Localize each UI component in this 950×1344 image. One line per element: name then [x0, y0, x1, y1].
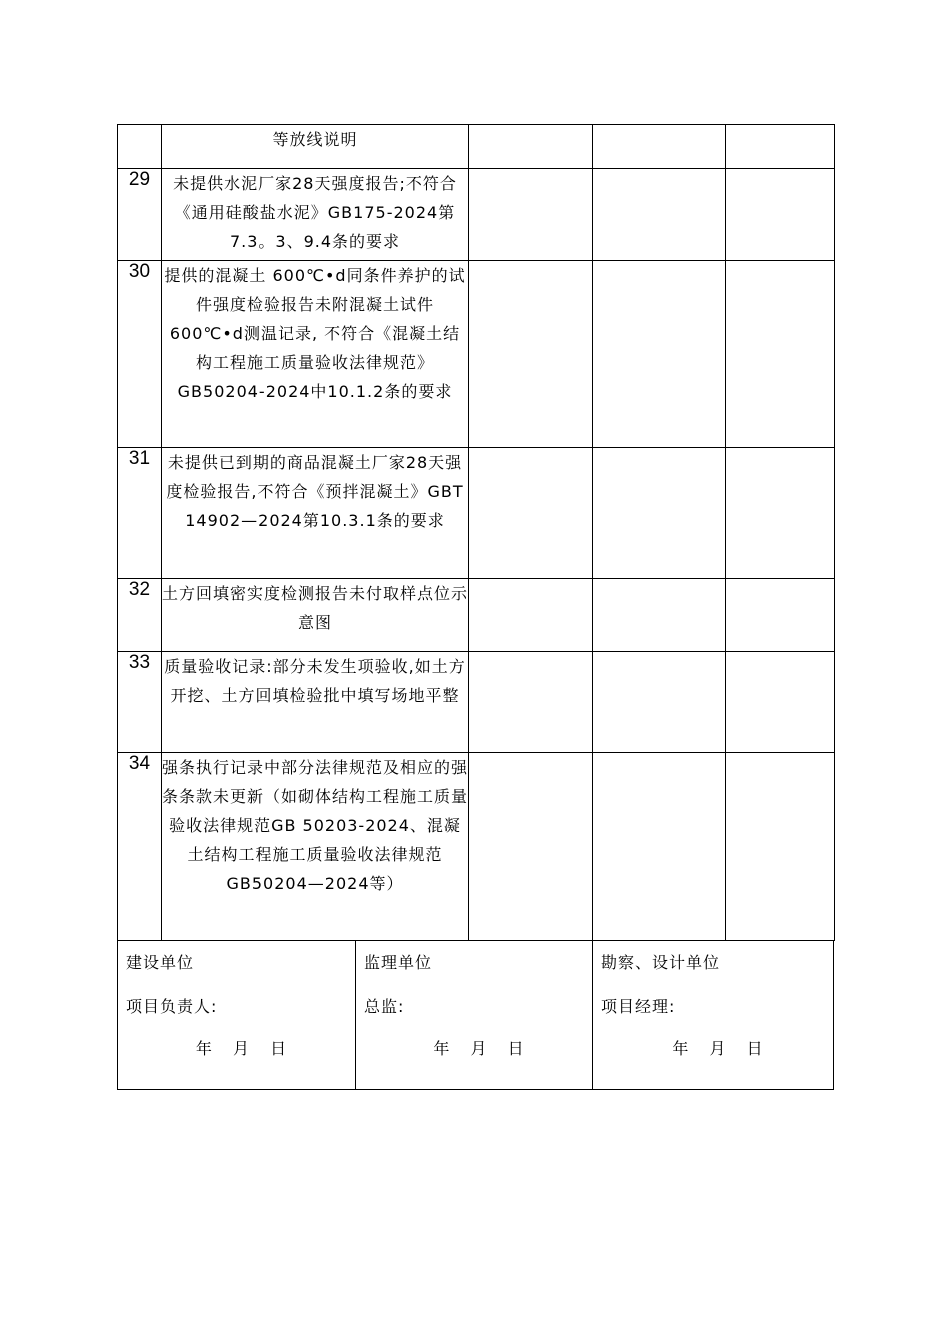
empty-cell: [469, 261, 593, 448]
row-number: 30: [118, 261, 162, 448]
issue-description: 提供的混凝土 600℃•d同条件养护的试件强度检验报告未附混凝土试件600℃•d测温记录, 不符合《混凝土结构工程施工质量验收法律规范》GB50204-2024中10.1.2条的要求: [162, 261, 469, 448]
empty-cell: [469, 652, 593, 753]
empty-cell: [726, 261, 835, 448]
table-row: [118, 753, 835, 941]
issue-description: 未提供水泥厂家28天强度报告;不符合《通用硅酸盐水泥》GB175-2024第7.3。3、9.4条的要求: [162, 169, 469, 261]
unit-label: 建设单位: [126, 953, 195, 972]
issue-description: 未提供已到期的商品混凝土厂家28天强度检验报告,不符合《预拌混凝土》GBT 14902—2024第10.3.1条的要求: [162, 448, 469, 579]
date-label: 年 月 日: [195, 1039, 288, 1058]
empty-cell: [469, 579, 593, 652]
row-number: 32: [118, 579, 162, 652]
empty-cell: [726, 579, 835, 652]
issues-table: [117, 124, 835, 941]
issue-description: 土方回填密实度检测报告未付取样点位示意图: [162, 579, 469, 652]
table-row: [118, 652, 835, 753]
table-row: [118, 169, 835, 261]
responsible-person-label: 项目负责人:: [126, 997, 218, 1016]
row-number: 29: [118, 169, 162, 261]
table-row: [118, 448, 835, 579]
table-row: [118, 579, 835, 652]
issue-description: 等放线说明: [162, 125, 469, 169]
empty-cell: [469, 448, 593, 579]
empty-cell: [726, 652, 835, 753]
unit-label: 监理单位: [364, 953, 433, 972]
empty-cell: [593, 125, 726, 169]
empty-cell: [593, 652, 726, 753]
empty-cell: [593, 448, 726, 579]
empty-cell: [593, 579, 726, 652]
table-row: [118, 261, 835, 448]
responsible-person-label: 项目经理:: [601, 997, 676, 1016]
row-number: 33: [118, 652, 162, 753]
empty-cell: [726, 169, 835, 261]
unit-label: 勘察、设计单位: [601, 953, 721, 972]
empty-cell: [726, 448, 835, 579]
empty-cell: [726, 125, 835, 169]
row-number: 31: [118, 448, 162, 579]
table-row: [118, 125, 835, 169]
responsible-person-label: 总监:: [364, 997, 405, 1016]
signature-block-survey-design: [593, 941, 833, 1089]
empty-cell: [469, 753, 593, 941]
issue-description: 强条执行记录中部分法律规范及相应的强条条款未更新（如砌体结构工程施工质量验收法律规范GB 50203-2024、混凝土结构工程施工质量验收法律规范GB50204—2024等）: [162, 753, 469, 941]
date-label: 年 月 日: [672, 1039, 764, 1058]
empty-cell: [469, 125, 593, 169]
empty-cell: [593, 169, 726, 261]
row-number: [118, 125, 162, 169]
empty-cell: [469, 169, 593, 261]
date-label: 年 月 日: [433, 1039, 525, 1058]
inspection-form: [117, 124, 834, 1090]
empty-cell: [593, 261, 726, 448]
empty-cell: [593, 753, 726, 941]
signature-section: [117, 941, 834, 1090]
row-number: 34: [118, 753, 162, 941]
issue-description: 质量验收记录:部分未发生项验收,如土方开挖、土方回填检验批中填写场地平整: [162, 652, 469, 753]
signature-block-supervision: [356, 941, 593, 1089]
empty-cell: [726, 753, 835, 941]
signature-block-construction: [118, 941, 356, 1089]
